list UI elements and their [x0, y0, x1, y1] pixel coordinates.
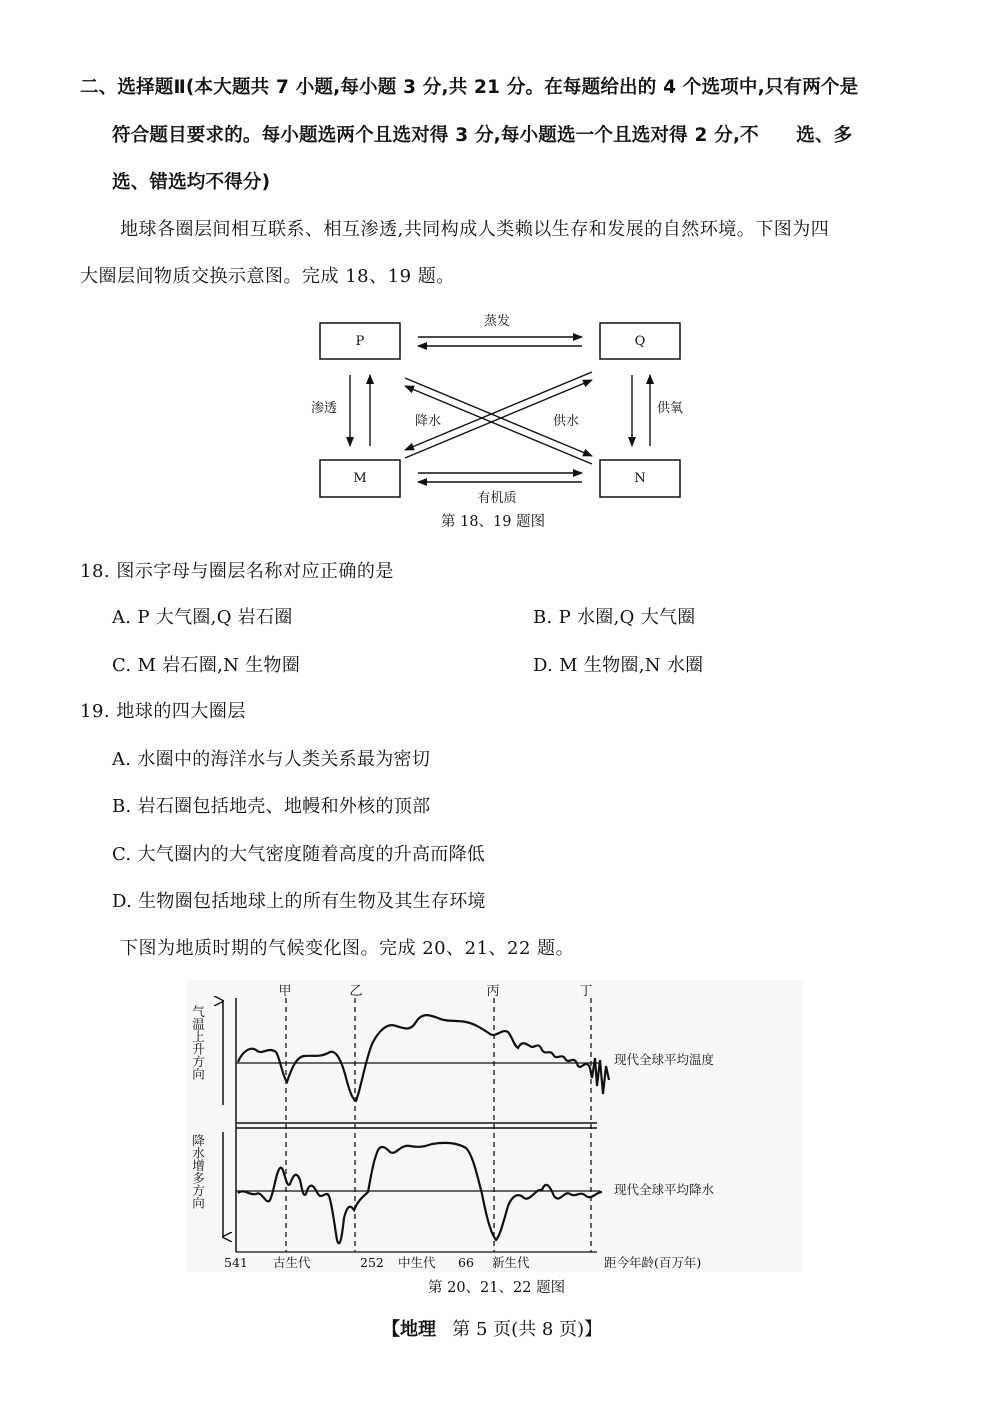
y-label-temperature: 气温上升方向	[190, 1005, 206, 1080]
box-p-label: P	[355, 334, 365, 349]
label-water-supply: 供水	[552, 414, 580, 429]
x-tick-252: 252	[360, 1255, 384, 1270]
q18-option-c: C. M 岩石圈,N 生物圈	[112, 655, 301, 676]
box-m-label: M	[353, 471, 367, 486]
marker-ding: 丁	[579, 984, 593, 999]
section-header-line1: 二、选择题Ⅱ(本大题共 7 小题,每小题 3 分,共 21 分。在每题给出的 4 个选项中,只有两个是	[80, 77, 859, 98]
diagram1-caption: 第 18、19 题图	[441, 514, 546, 530]
q18-stem: 18. 图示字母与圈层名称对应正确的是	[80, 561, 394, 582]
x-tick-66: 66	[458, 1255, 474, 1270]
q18-option-b: B. P 水圈,Q 大气圈	[533, 607, 696, 628]
intro2-paragraph: 下图为地质时期的气候变化图。完成 20、21、22 题。	[120, 938, 575, 959]
chart-caption: 第 20、21、22 题图	[428, 1280, 566, 1296]
climate-change-chart	[185, 978, 805, 1275]
q19-option-a: A. 水圈中的海洋水与人类关系最为密切	[112, 749, 431, 770]
label-precipitation: 降水	[414, 414, 442, 429]
footer-page: 第 5 页(共 8 页)】	[452, 1319, 603, 1340]
x-axis-unit: 距今年龄(百万年)	[604, 1255, 702, 1270]
x-tick-541: 541	[224, 1255, 248, 1270]
q19-option-c: C. 大气圈内的大气密度随着高度的升高而降低	[112, 844, 486, 865]
marker-bing: 丙	[486, 984, 500, 999]
x-tick-mesozoic: 中生代	[398, 1255, 436, 1270]
intro-paragraph-line1: 地球各圈层间相互联系、相互渗透,共同构成人类赖以生存和发展的自然环境。下图为四	[120, 219, 830, 240]
x-tick-cenozoic: 新生代	[492, 1255, 530, 1270]
arrow-q-to-m	[405, 372, 592, 450]
q18-option-a: A. P 大气圈,Q 岩石圈	[112, 607, 293, 628]
marker-yi: 乙	[349, 984, 363, 999]
q18-option-d: D. M 生物圈,N 水圈	[533, 655, 704, 676]
label-infiltration: 渗透	[310, 401, 338, 416]
footer	[382, 1315, 602, 1341]
reference-label-precipitation: 现代全球平均降水	[614, 1182, 715, 1197]
section-header-line2: 符合题目要求的。每小题选两个且选对得 3 分,每小题选一个且选对得 2 分,不 选、多	[112, 125, 853, 146]
label-evaporation: 蒸发	[483, 314, 511, 329]
section-header-line3: 选、错选均不得分)	[112, 172, 271, 193]
q19-stem: 19. 地球的四大圈层	[80, 701, 246, 722]
q19-option-b: B. 岩石圈包括地壳、地幔和外核的顶部	[112, 796, 431, 817]
reference-label-temperature: 现代全球平均温度	[614, 1052, 715, 1067]
box-q-label: Q	[634, 334, 646, 349]
sphere-exchange-diagram	[300, 300, 700, 535]
box-n-label: N	[634, 471, 646, 486]
intro-paragraph-line2: 大圈层间物质交换示意图。完成 18、19 题。	[80, 266, 455, 287]
q19-option-d: D. 生物圈包括地球上的所有生物及其生存环境	[112, 891, 486, 912]
label-organic: 有机质	[477, 491, 517, 506]
marker-jia: 甲	[278, 984, 292, 999]
y-label-precipitation: 降水增多方向	[190, 1134, 206, 1209]
footer-subject: 【地理	[382, 1319, 436, 1340]
label-oxygen: 供氧	[656, 401, 684, 416]
x-tick-paleozoic: 古生代	[273, 1255, 311, 1270]
